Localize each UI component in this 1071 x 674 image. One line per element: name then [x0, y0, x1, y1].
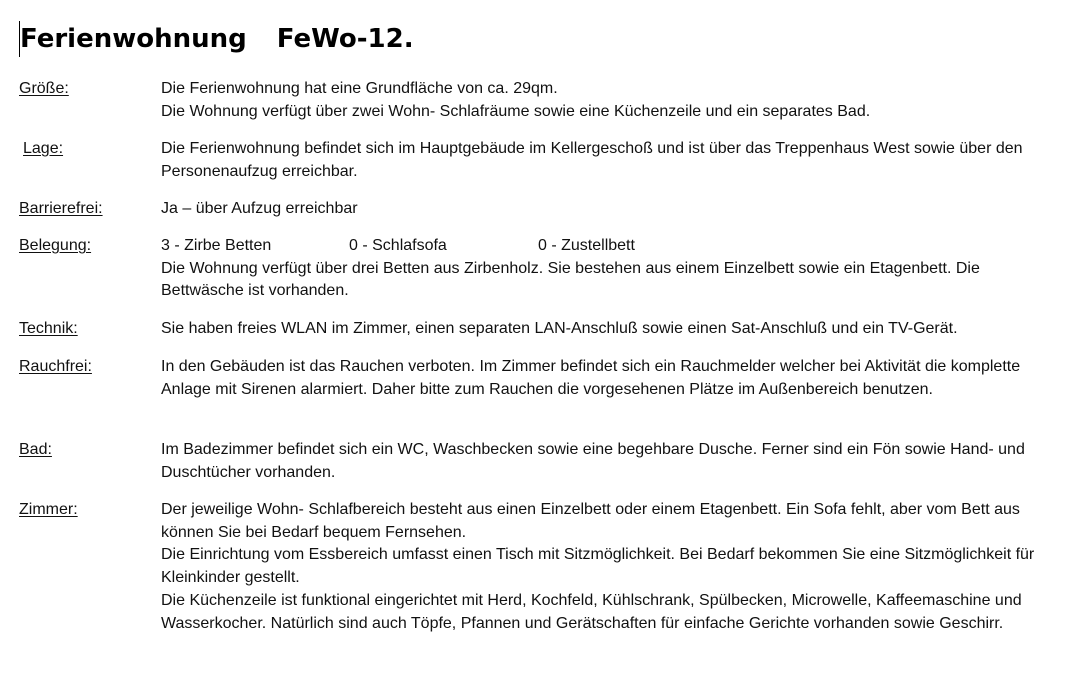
section-label-belegung: Belegung:	[19, 237, 92, 254]
section-label-groesse: Größe:	[19, 80, 69, 97]
section-label-rauchfrei: Rauchfrei:	[19, 358, 92, 375]
belegung-text: Die Wohnung verfügt über drei Betten aus Zirbenholz. Sie bestehen aus einem Einzelbett sowie ein Etagenbett. Die Bettwäsche ist vorhanden.	[161, 259, 980, 300]
section-content-lage	[161, 138, 1039, 183]
section-label-lage: Lage:	[23, 140, 64, 157]
zimmer-paragraph-3: Die Küchenzeile ist funktional eingerichtet mit Herd, Kochfeld, Kühlschrank, Spülbecken, Microwelle, Kaffeemaschine und Wasserkocher. Natürlich sind auch Töpfe, Pfannen und Gerätschaften für einfache Gerichte vorhanden sowie Geschirr.	[161, 591, 1022, 632]
rauchfrei-text: In den Gebäuden ist das Rauchen verboten. Im Zimmer befindet sich ein Rauchmelder welcher bei Aktivität die komplette Anlage mit Sirenen alarmiert. Daher bitte zum Rauchen die vorgesehenen Plätze im Außenbereich benutzen.	[161, 358, 1021, 398]
section-content-barrierefrei	[161, 198, 1039, 221]
title-code: FeWo-12.	[276, 24, 414, 54]
zimmer-paragraph-2: Die Einrichtung vom Essbereich umfasst einen Tisch mit Sitzmöglichkeit. Bei Bedarf bekommen Sie eine Sitzmöglichkeit für Kleinkinder gestellt.	[161, 546, 1035, 587]
groesse-line-2: Die Wohnung verfügt über zwei Wohn- Schlafräume sowie eine Küchenzeile und ein separates Bad.	[161, 102, 871, 120]
barrierefrei-text: Ja – über Aufzug erreichbar	[161, 200, 358, 217]
section-content-bad	[161, 439, 1039, 484]
page-title	[20, 22, 414, 56]
section-content-groesse	[161, 78, 1039, 123]
section-content-technik	[161, 318, 1039, 341]
section-label-zimmer: Zimmer:	[19, 501, 78, 518]
lage-text: Die Ferienwohnung befindet sich im Hauptgebäude im Kellergeschoß und ist über das Treppenhaus West sowie über den Personenaufzug erreichbar.	[161, 140, 1023, 180]
section-label-bad: Bad:	[19, 441, 52, 458]
bad-text: Im Badezimmer befindet sich ein WC, Waschbecken sowie eine begehbare Dusche. Ferner sind ein Fön sowie Hand- und Duschtücher vorhanden.	[161, 441, 1025, 481]
section-label-barrierefrei: Barrierefrei:	[19, 200, 103, 217]
technik-text: Sie haben freies WLAN im Zimmer, einen separaten LAN-Anschluß sowie einen Sat-Anschluß und ein TV-Gerät.	[161, 320, 958, 337]
section-content-zimmer	[161, 499, 1039, 635]
beds-line	[161, 235, 1039, 258]
bed-count-zustellbett: 0 - Zustellbett	[538, 237, 635, 254]
section-content-rauchfrei	[161, 356, 1039, 401]
title-text: Ferienwohnung	[20, 24, 247, 54]
zimmer-paragraph-1: Der jeweilige Wohn- Schlafbereich besteht aus einen Einzelbett oder einem Etagenbett. Ein Sofa fehlt, aber vom Bett aus können Sie bei Bedarf bequem Fernsehen.	[161, 501, 1020, 541]
bed-count-zirbe: 3 - Zirbe Betten	[161, 237, 272, 254]
section-content-belegung	[161, 235, 1039, 303]
bed-count-schlafsofa: 0 - Schlafsofa	[349, 237, 447, 254]
section-label-technik: Technik:	[19, 320, 78, 337]
groesse-line-1: Die Ferienwohnung hat eine Grundfläche von ca. 29qm.	[161, 80, 558, 97]
